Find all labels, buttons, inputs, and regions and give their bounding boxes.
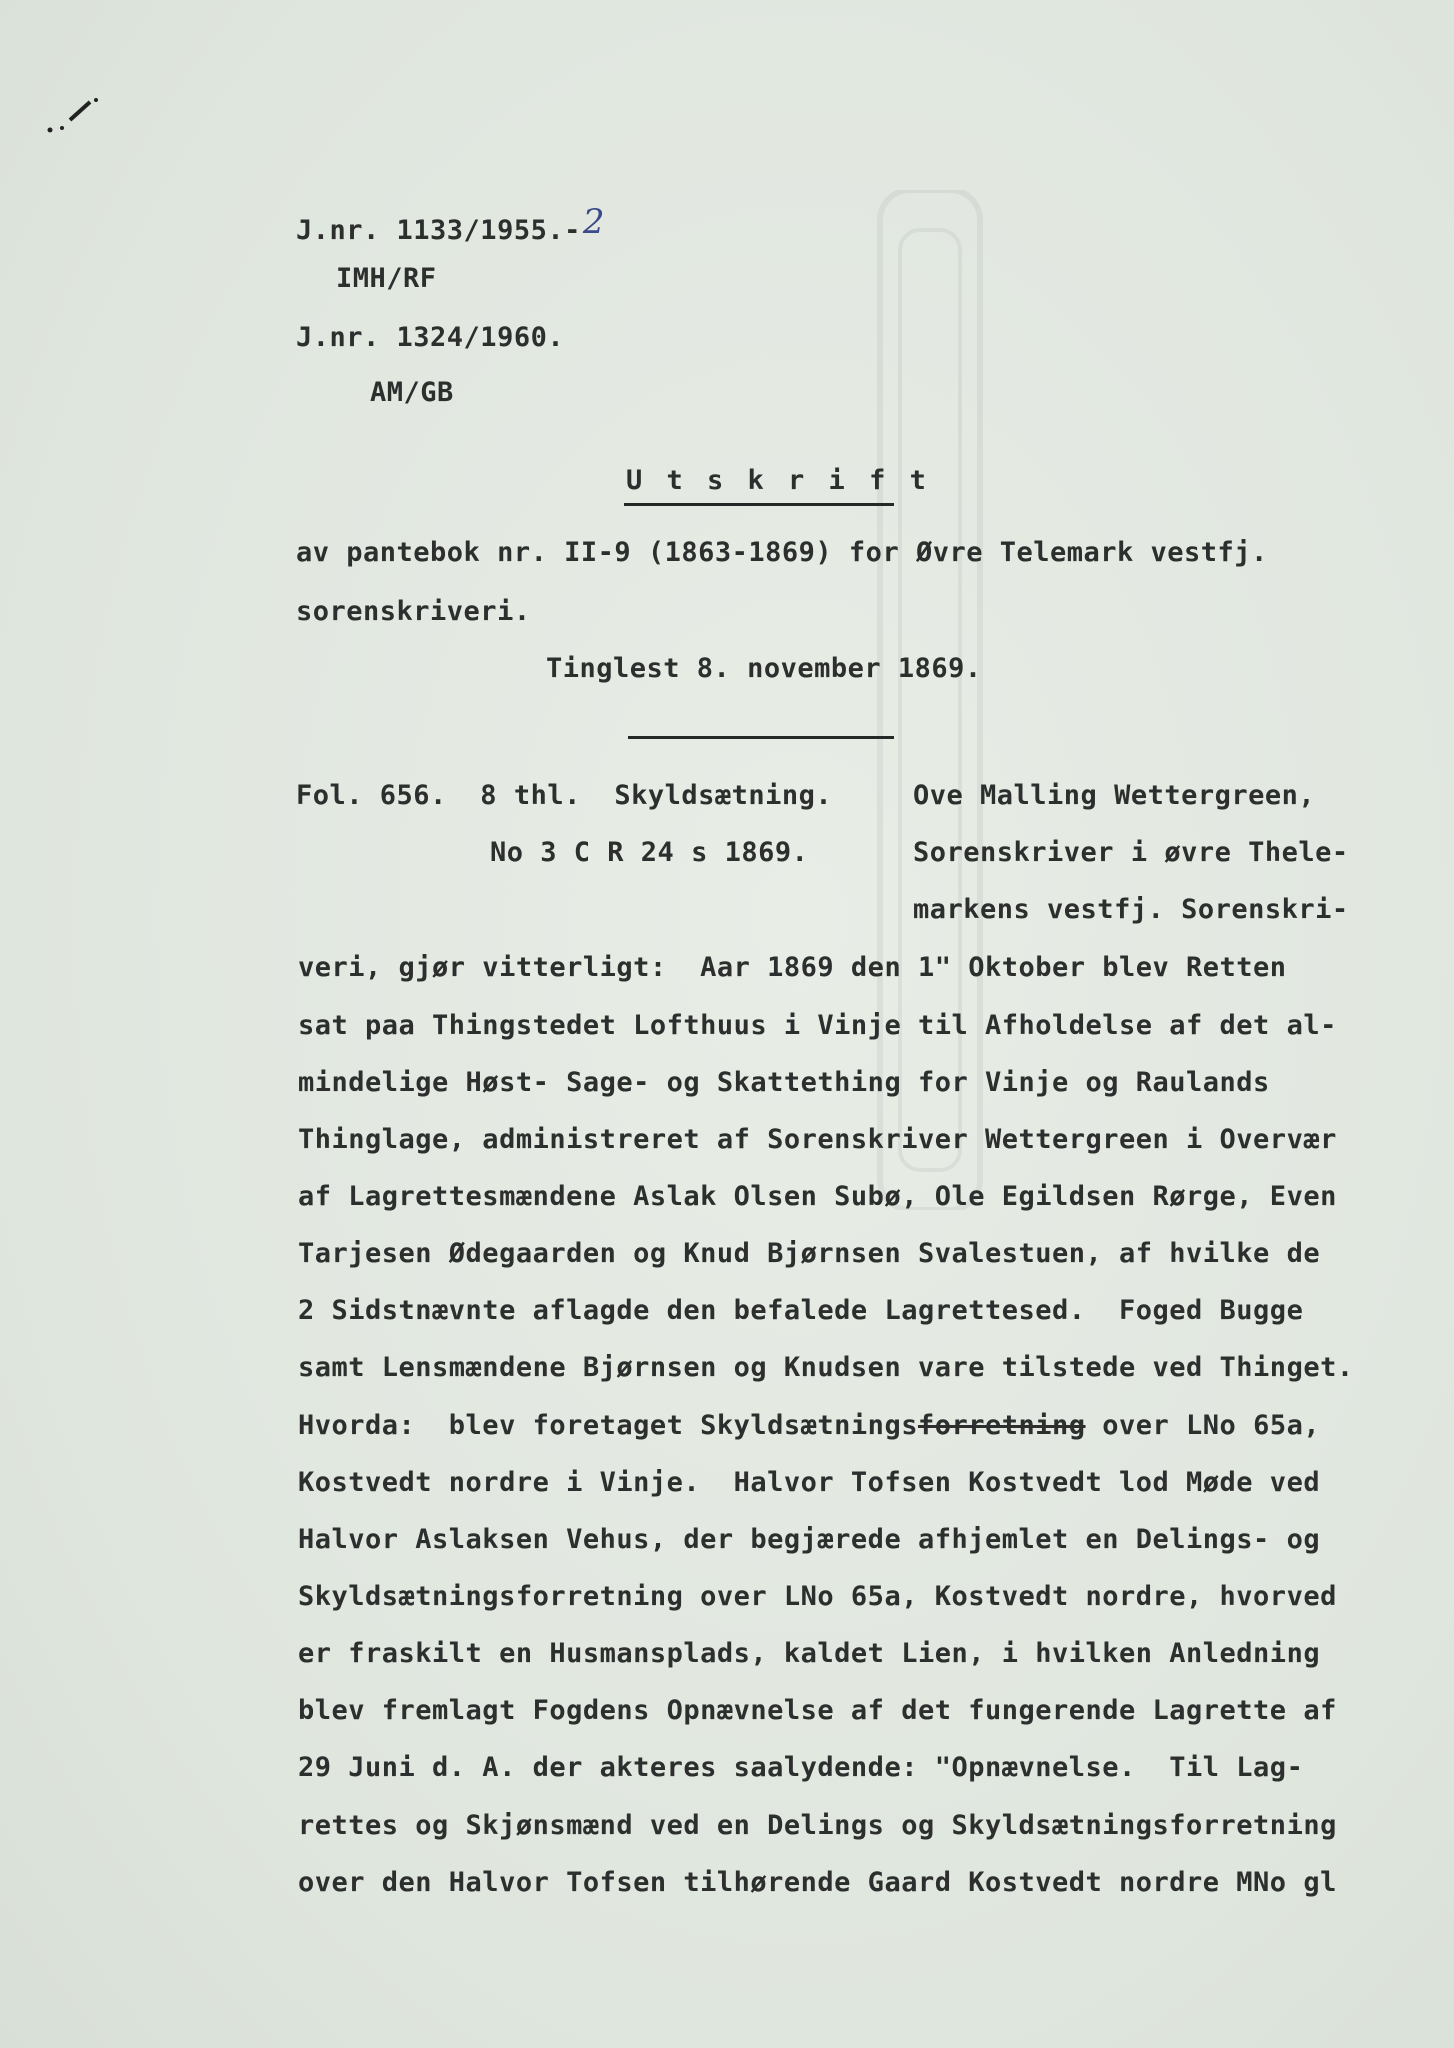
handwritten-annotation: 2 (582, 202, 605, 242)
body-line-11: Halvor Aslaksen Vehus, der begjærede afhjemlet en Delings- og (298, 1524, 1321, 1555)
body-line-10: Kostvedt nordre i Vinje. Halvor Tofsen Kostvedt lod Møde ved (298, 1467, 1321, 1498)
body-line-15: 29 Juni d. A. der akteres saalydende: "Opnævnelse. Til Lag- (298, 1752, 1304, 1783)
initials-1: IMH/RF (336, 263, 437, 294)
body-line-17: over den Halvor Tofsen tilhørende Gaard Kostvedt nordre MNo gl (298, 1867, 1337, 1898)
body-line-13: er fraskilt en Husmansplads, kaldet Lien, i hvilken Anledning (298, 1638, 1321, 1669)
corner-mark-icon (40, 90, 110, 140)
body-line-8: samt Lensmændene Bjørnsen og Knudsen vare tilstede ved Thinget. (298, 1352, 1354, 1383)
body-line-6: Tarjesen Ødegaarden og Knud Bjørnsen Svalestuen, af hvilke de (298, 1238, 1321, 1269)
body-line-4: Thinglage, administreret af Sorenskriver Wettergreen i Overvær (298, 1124, 1337, 1155)
body-line-16: rettes og Skjønsmænd ved en Delings og Skyldsætningsforretning (298, 1810, 1337, 1841)
body-line-1: veri, gjør vitterligt: Aar 1869 den 1" Oktober blev Retten (298, 952, 1287, 983)
body-line-2: sat paa Thingstedet Lofthuus i Vinje til Afholdelse af det al- (298, 1010, 1337, 1041)
watermark-stamp (870, 190, 990, 1210)
section-divider (628, 736, 894, 739)
body-line-7: 2 Sidstnævnte aflagde den befalede Lagrettesed. Foged Bugge (298, 1295, 1304, 1326)
subtitle-line-3: Tinglest 8. november 1869. (546, 653, 982, 684)
journal-number-2: J.nr. 1324/1960. (296, 322, 565, 353)
initials-2: AM/GB (370, 377, 454, 408)
body-line-5: af Lagrettesmændene Aslak Olsen Subø, Ole Egildsen Rørge, Even (298, 1181, 1337, 1212)
document-title: U t s k r i f t (626, 465, 930, 496)
body-line-14: blev fremlagt Fogdens Opnævnelse af det fungerende Lagrette af (298, 1695, 1337, 1726)
subtitle-line-2: sorenskriveri. (296, 596, 531, 627)
entry-col2-line-2: Sorenskriver i øvre Thele- (913, 837, 1349, 868)
body-line-3: mindelige Høst- Sage- og Skattething for Vinje og Raulands (298, 1067, 1270, 1098)
body-line-12: Skyldsætningsforretning over LNo 65a, Kostvedt nordre, hvorved (298, 1581, 1337, 1612)
body-line-9: Hvorda: blev foretaget Skyldsætningsforretning over LNo 65a, (298, 1410, 1321, 1441)
entry-col2-line-3: markens vestfj. Sorenskri- (913, 894, 1349, 925)
entry-col2-line-1: Ove Malling Wettergreen, (913, 780, 1316, 811)
entry-folio-line: Fol. 656. 8 thl. Skyldsætning. (296, 780, 833, 811)
journal-number-1: J.nr. 1133/1955.-2 (296, 202, 605, 246)
subtitle-line-1: av pantebok nr. II-9 (1863-1869) for Øvre Telemark vestfj. (296, 537, 1268, 568)
entry-number-line: No 3 C R 24 s 1869. (490, 837, 809, 868)
struck-text: forretning (917, 1410, 1086, 1441)
title-underline (624, 503, 894, 506)
